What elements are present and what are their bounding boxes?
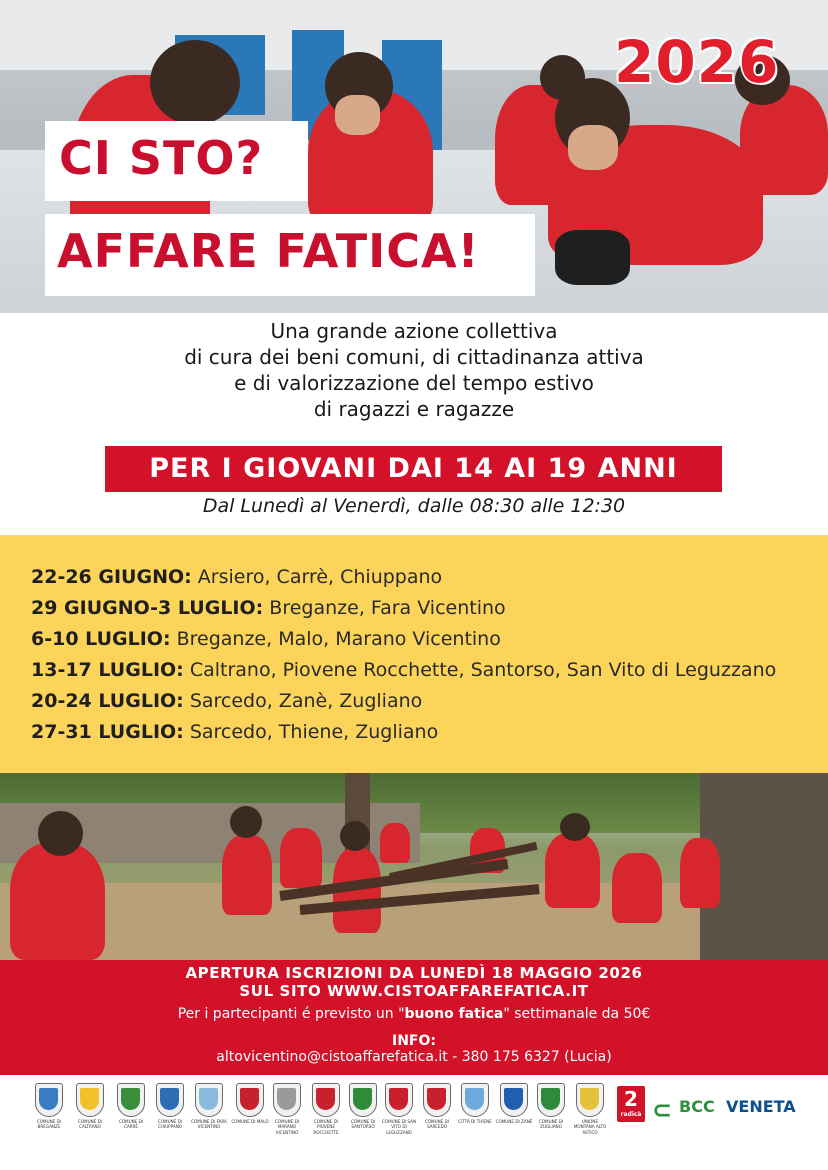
crest-caption: UNIONE MONTANA ALTO ASTICO bbox=[573, 1120, 607, 1136]
municipality-crest-icon bbox=[151, 1083, 189, 1131]
crest-fill bbox=[316, 1088, 335, 1110]
crest-fill bbox=[389, 1088, 408, 1110]
crest-caption: COMUNE DI CHIUPPANO bbox=[157, 1120, 183, 1131]
photo-kid-head bbox=[38, 811, 83, 856]
municipality-crest-icon bbox=[307, 1083, 345, 1136]
municipality-crest-icon bbox=[71, 1083, 109, 1131]
crest-caption: COMUNE DI ZUGLIANO bbox=[538, 1120, 564, 1131]
crest-fill bbox=[465, 1088, 484, 1110]
veneta-label: VENETA bbox=[726, 1097, 796, 1116]
crest-fill bbox=[541, 1088, 560, 1110]
photo-kid bbox=[280, 828, 322, 888]
radica-logo-icon: 2 bbox=[617, 1086, 645, 1122]
crest-fill bbox=[160, 1088, 179, 1110]
crest-fill bbox=[427, 1088, 446, 1110]
contact-text[interactable]: altovicentino@cistoaffarefatica.it - 380 175 6327 (Lucia) bbox=[216, 1049, 612, 1065]
photo-kid-head bbox=[340, 821, 370, 851]
date-period: 20-24 LUGLIO: bbox=[31, 690, 184, 712]
date-period: 29 GIUGNO-3 LUGLIO: bbox=[31, 597, 264, 619]
crest-fill bbox=[80, 1088, 99, 1110]
crest-caption: CITTÀ DI THIENE bbox=[458, 1120, 492, 1125]
hero-shorts bbox=[555, 230, 630, 285]
year-badge: 2026 bbox=[614, 28, 780, 96]
date-row bbox=[31, 597, 506, 619]
photo-kid bbox=[545, 833, 600, 908]
photo-kid bbox=[612, 853, 662, 923]
date-row bbox=[31, 659, 776, 681]
date-period: 27-31 LUGLIO: bbox=[31, 721, 184, 743]
info-panel bbox=[0, 960, 828, 1075]
photo-kid bbox=[380, 823, 410, 863]
crest-caption: COMUNE DI FARA VICENTINO bbox=[191, 1120, 227, 1131]
crest-fill bbox=[353, 1088, 372, 1110]
title-line-1: CI STO? bbox=[45, 121, 308, 201]
date-places: Breganze, Fara Vicentino bbox=[269, 597, 506, 619]
date-places: Breganze, Malo, Marano Vicentino bbox=[176, 628, 501, 650]
municipality-crest-icon bbox=[532, 1083, 570, 1131]
info-label: INFO: bbox=[392, 1033, 436, 1049]
schedule-text: Dal Lunedì al Venerdì, dalle 08:30 alle 12:30 bbox=[202, 495, 626, 517]
crest-caption: COMUNE DI BREGANZE bbox=[36, 1120, 62, 1131]
intro-line: e di valorizzazione del tempo estivo bbox=[234, 371, 594, 395]
date-places: Caltrano, Piovene Rocchette, Santorso, San Vito di Leguzzano bbox=[189, 659, 777, 681]
intro-line: di cura dei beni comuni, di cittadinanza attiva bbox=[184, 345, 644, 369]
date-period: 6-10 LUGLIO: bbox=[31, 628, 171, 650]
crest-caption: COMUNE DI PIOVENE ROCCHETTE bbox=[313, 1120, 339, 1136]
photo-kid bbox=[222, 835, 272, 915]
crest-caption: COMUNE DI SARCEDO bbox=[424, 1120, 450, 1131]
hero-person-face bbox=[335, 95, 380, 135]
title-line-2: AFFARE FATICA! bbox=[45, 214, 535, 296]
municipality-crest-icon bbox=[112, 1083, 150, 1131]
municipality-crest-icon bbox=[344, 1083, 382, 1131]
photo-kid-head bbox=[230, 806, 262, 838]
municipality-crest-icon bbox=[495, 1083, 533, 1125]
voucher-text-pre: Per i partecipanti é previsto un " bbox=[177, 1006, 405, 1022]
photo-kid bbox=[680, 838, 720, 908]
age-banner: PER I GIOVANI DAI 14 AI 19 ANNI bbox=[105, 446, 722, 492]
municipality-crest-icon bbox=[231, 1083, 269, 1125]
municipality-crest-icon bbox=[268, 1083, 306, 1136]
intro-text bbox=[0, 318, 828, 422]
crest-caption: COMUNE DI ZANÈ bbox=[495, 1120, 533, 1125]
municipality-crest-icon bbox=[30, 1083, 68, 1131]
voucher-text-post: " settimanale da 50€ bbox=[503, 1006, 651, 1022]
voucher-text-bold: buono fatica bbox=[404, 1006, 504, 1022]
hero-person-face bbox=[568, 125, 618, 170]
crest-caption: COMUNE DI MALO bbox=[231, 1120, 269, 1125]
date-row bbox=[31, 566, 442, 588]
bcc-logo-icon: ⊂ bbox=[652, 1096, 673, 1124]
registration-text: APERTURA ISCRIZIONI DA LUNEDÌ 18 MAGGIO 2026 bbox=[185, 964, 643, 982]
municipality-crest-icon bbox=[418, 1083, 456, 1131]
website-text[interactable]: SUL SITO WWW.CISTOAFFAREFATICA.IT bbox=[239, 982, 589, 1000]
date-places: Sarcedo, Thiene, Zugliano bbox=[189, 721, 439, 743]
municipality-crest-icon bbox=[456, 1083, 494, 1125]
date-row bbox=[31, 721, 438, 743]
crest-fill bbox=[277, 1088, 296, 1110]
crest-fill bbox=[121, 1088, 140, 1110]
municipality-crest-icon bbox=[190, 1083, 228, 1131]
crest-fill bbox=[39, 1088, 58, 1110]
crest-fill bbox=[240, 1088, 259, 1110]
crest-fill bbox=[504, 1088, 523, 1110]
crest-fill bbox=[580, 1088, 599, 1110]
date-row bbox=[31, 628, 501, 650]
voucher-text bbox=[0, 1006, 828, 1022]
hero-person-head bbox=[150, 40, 240, 125]
date-period: 22-26 GIUGNO: bbox=[31, 566, 192, 588]
dates-panel bbox=[0, 535, 828, 773]
intro-line: di ragazzi e ragazze bbox=[313, 397, 515, 421]
crest-caption: COMUNE DI CALTRANO bbox=[77, 1120, 103, 1131]
partner-logos bbox=[0, 1075, 828, 1170]
municipality-crest-icon bbox=[571, 1083, 609, 1136]
date-places: Sarcedo, Zanè, Zugliano bbox=[189, 690, 423, 712]
date-row bbox=[31, 690, 422, 712]
crest-caption: COMUNE DI SANTORSO bbox=[350, 1120, 376, 1131]
date-period: 13-17 LUGLIO: bbox=[31, 659, 184, 681]
photo-kid-head bbox=[560, 813, 590, 841]
intro-line: Una grande azione collettiva bbox=[270, 319, 558, 343]
crest-caption: COMUNE DI MARANO VICENTINO bbox=[274, 1120, 300, 1136]
radica-caption: radicà bbox=[620, 1111, 642, 1118]
crest-caption: COMUNE DI CARRÈ bbox=[118, 1120, 144, 1131]
crest-fill bbox=[199, 1088, 218, 1110]
photo-kid bbox=[10, 843, 105, 960]
activity-photo bbox=[0, 773, 828, 960]
bcc-label: BCC bbox=[679, 1097, 715, 1116]
crest-caption: COMUNE DI SAN VITO DI LEGUZZANO bbox=[381, 1120, 417, 1136]
municipality-crest-icon bbox=[380, 1083, 418, 1136]
date-places: Arsiero, Carrè, Chiuppano bbox=[197, 566, 443, 588]
